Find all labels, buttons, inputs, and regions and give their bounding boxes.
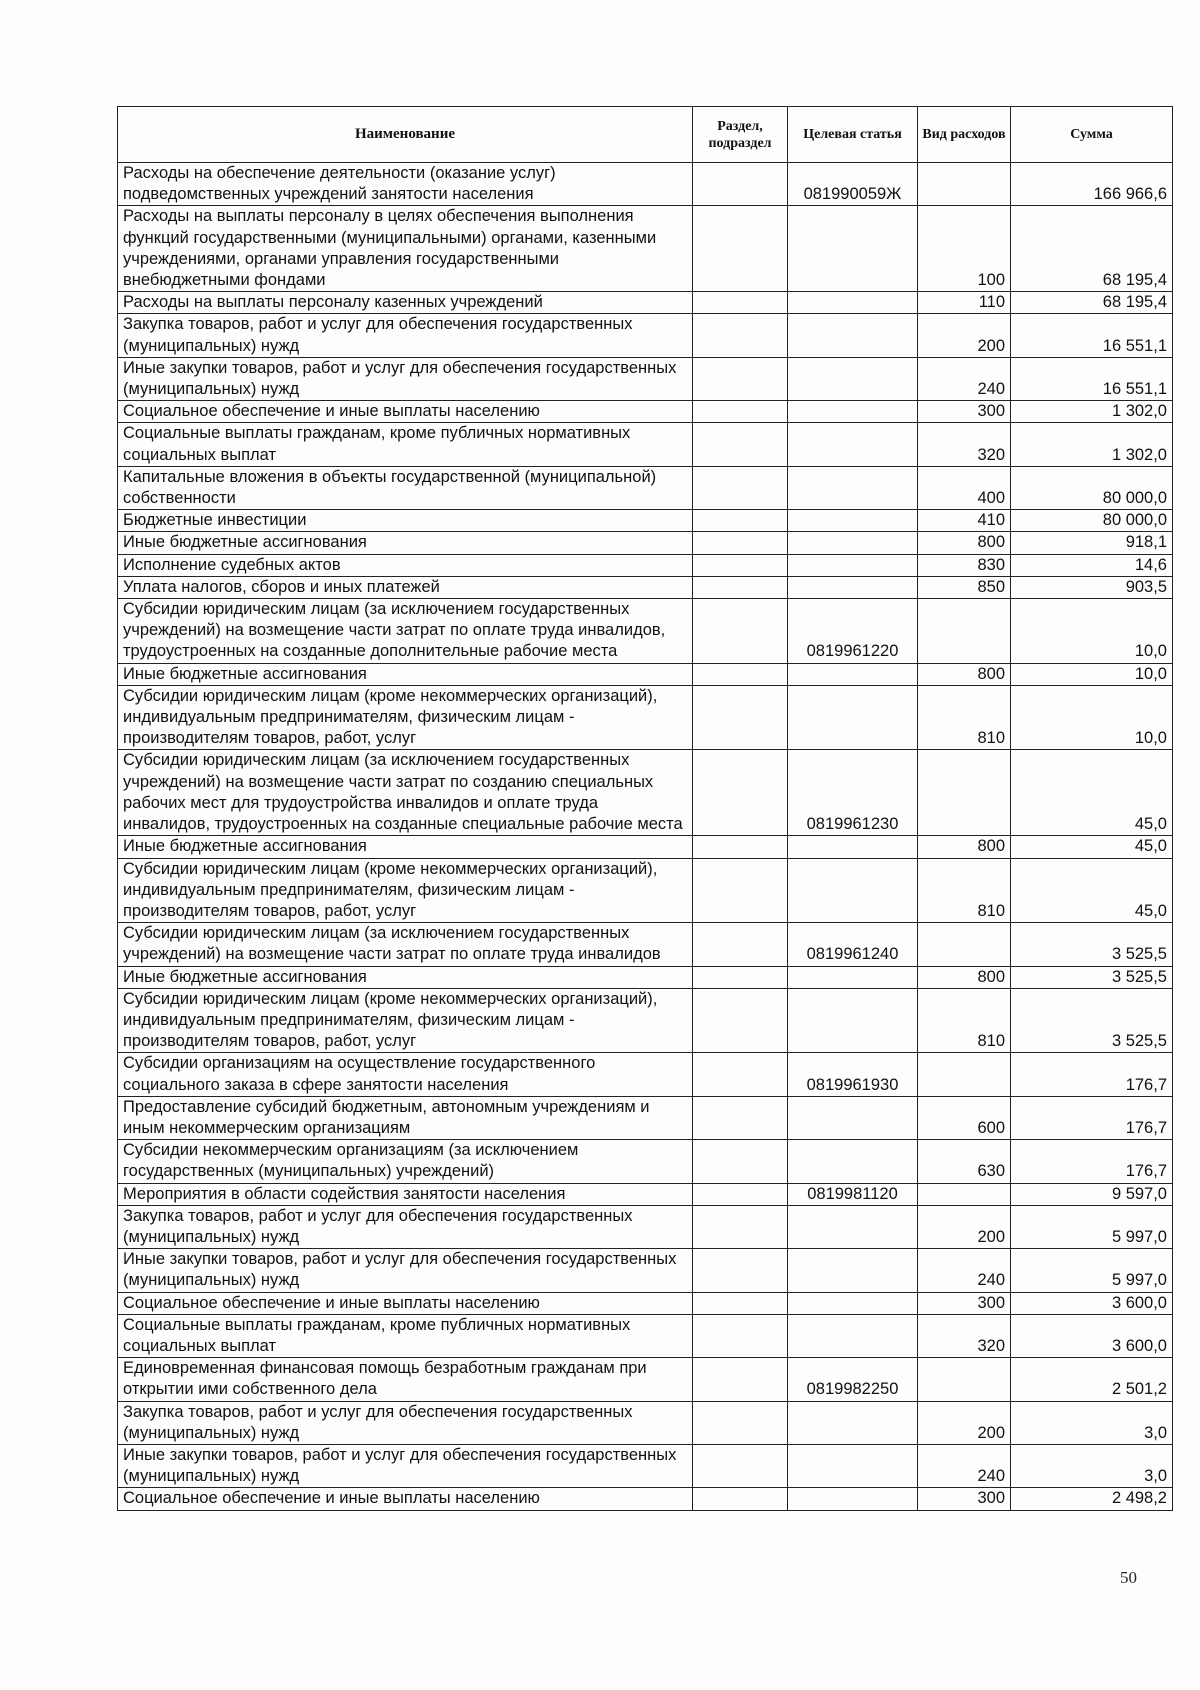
row-sum: 2 498,2 [1011,1488,1173,1510]
row-name: Субсидии некоммерческим организациям (за исключением государственных (муниципальных) учреждений) [118,1140,693,1183]
row-expense-type [918,163,1011,206]
table-row [118,599,1173,664]
row-name: Субсидии юридическим лицам (кроме некоммерческих организаций), индивидуальным предпринимателям, физическим лицам - производителям товаров, работ, услуг [118,685,693,750]
table-row [118,292,1173,314]
row-name: Субсидии организациям на осуществление государственного социального заказа в сфере занятости населения [118,1053,693,1096]
row-sum: 10,0 [1011,685,1173,750]
row-expense-type: 320 [918,1314,1011,1357]
row-target-code: 0819982250 [788,1358,918,1401]
row-sum: 176,7 [1011,1053,1173,1096]
row-sum: 1 302,0 [1011,423,1173,466]
row-expense-type: 850 [918,576,1011,598]
row-section [693,466,788,509]
row-sum: 903,5 [1011,576,1173,598]
row-section [693,423,788,466]
row-expense-type [918,923,1011,966]
row-expense-type: 410 [918,510,1011,532]
row-sum: 16 551,1 [1011,357,1173,400]
row-sum: 10,0 [1011,663,1173,685]
row-section [693,357,788,400]
row-target-code [788,466,918,509]
row-name: Уплата налогов, сборов и иных платежей [118,576,693,598]
table-row [118,1140,1173,1183]
row-name: Социальные выплаты гражданам, кроме публичных нормативных социальных выплат [118,423,693,466]
row-sum: 3 525,5 [1011,988,1173,1053]
row-target-code [788,1314,918,1357]
table-row [118,357,1173,400]
row-sum: 3 600,0 [1011,1292,1173,1314]
header-sum: Сумма [1011,107,1173,163]
header-name: Наименование [118,107,693,163]
row-sum: 80 000,0 [1011,466,1173,509]
row-section [693,1053,788,1096]
table-row [118,966,1173,988]
row-section [693,292,788,314]
row-section [693,554,788,576]
row-expense-type [918,1358,1011,1401]
row-name: Иные бюджетные ассигнования [118,836,693,858]
row-sum: 14,6 [1011,554,1173,576]
row-target-code: 081990059Ж [788,163,918,206]
row-target-code [788,292,918,314]
row-expense-type: 800 [918,836,1011,858]
row-target-code [788,576,918,598]
row-name: Иные бюджетные ассигнования [118,966,693,988]
row-section [693,1401,788,1444]
table-row [118,988,1173,1053]
row-section [693,576,788,598]
table-row [118,923,1173,966]
table-row [118,1205,1173,1248]
table-row [118,423,1173,466]
row-section [693,599,788,664]
row-name: Субсидии юридическим лицам (за исключением государственных учреждений) на возмещение части затрат по оплате труда инвалидов [118,923,693,966]
row-expense-type [918,1183,1011,1205]
row-expense-type: 800 [918,532,1011,554]
row-target-code [788,314,918,357]
row-name: Субсидии юридическим лицам (кроме некоммерческих организаций), индивидуальным предпринимателям, физическим лицам - производителям товаров, работ, услуг [118,988,693,1053]
row-target-code [788,836,918,858]
page-number: 50 [1120,1568,1137,1587]
header-type: Вид расходов [918,107,1011,163]
row-target-code: 0819961240 [788,923,918,966]
row-sum: 68 195,4 [1011,292,1173,314]
row-name: Единовременная финансовая помощь безработным гражданам при открытии ими собственного дела [118,1358,693,1401]
table-row [118,685,1173,750]
row-expense-type: 810 [918,988,1011,1053]
row-expense-type: 320 [918,423,1011,466]
row-expense-type [918,599,1011,664]
table-row [118,1053,1173,1096]
row-section [693,663,788,685]
row-sum: 45,0 [1011,836,1173,858]
row-target-code [788,357,918,400]
row-name: Закупка товаров, работ и услуг для обеспечения государственных (муниципальных) нужд [118,1401,693,1444]
row-section [693,163,788,206]
row-target-code [788,858,918,923]
table-body [118,163,1173,1511]
row-target-code [788,1488,918,1510]
table-row [118,750,1173,836]
row-name: Иные закупки товаров, работ и услуг для обеспечения государственных (муниципальных) нужд [118,357,693,400]
row-sum: 166 966,6 [1011,163,1173,206]
row-section [693,206,788,292]
row-section [693,1096,788,1139]
row-expense-type: 300 [918,1488,1011,1510]
row-target-code [788,423,918,466]
row-sum: 176,7 [1011,1096,1173,1139]
row-section [693,1205,788,1248]
table-row [118,1183,1173,1205]
row-expense-type: 810 [918,685,1011,750]
row-target-code: 0819961230 [788,750,918,836]
row-section [693,401,788,423]
row-section [693,1444,788,1487]
row-target-code [788,685,918,750]
row-sum: 2 501,2 [1011,1358,1173,1401]
row-section [693,988,788,1053]
row-sum: 80 000,0 [1011,510,1173,532]
row-target-code [788,1401,918,1444]
row-target-code [788,554,918,576]
row-name: Иные закупки товаров, работ и услуг для обеспечения государственных (муниципальных) нужд [118,1444,693,1487]
table-row [118,1401,1173,1444]
row-section [693,1488,788,1510]
table-row [118,1358,1173,1401]
row-sum: 68 195,4 [1011,206,1173,292]
table-row [118,554,1173,576]
row-section [693,1314,788,1357]
row-expense-type: 600 [918,1096,1011,1139]
table-row [118,1249,1173,1292]
header-section: Раздел, подраздел [693,107,788,163]
table-row [118,510,1173,532]
row-target-code: 0819961930 [788,1053,918,1096]
row-target-code: 0819961220 [788,599,918,664]
row-sum: 3 525,5 [1011,966,1173,988]
row-target-code [788,966,918,988]
row-expense-type: 300 [918,1292,1011,1314]
row-expense-type [918,750,1011,836]
row-sum: 45,0 [1011,750,1173,836]
row-sum: 45,0 [1011,858,1173,923]
row-name: Мероприятия в области содействия занятости населения [118,1183,693,1205]
row-name: Социальное обеспечение и иные выплаты населению [118,1488,693,1510]
row-name: Иные бюджетные ассигнования [118,663,693,685]
row-target-code [788,1292,918,1314]
row-expense-type: 400 [918,466,1011,509]
row-target-code [788,401,918,423]
row-name: Расходы на выплаты персоналу в целях обеспечения выполнения функций государственными (муниципальными) органами, казенными учреждениями, органами управления государственными внебюджетными фондами [118,206,693,292]
row-section [693,532,788,554]
table-row [118,1488,1173,1510]
row-expense-type: 200 [918,314,1011,357]
table-row [118,1314,1173,1357]
table-row [118,163,1173,206]
row-name: Расходы на обеспечение деятельности (оказание услуг) подведомственных учреждений занятости населения [118,163,693,206]
row-sum: 3 600,0 [1011,1314,1173,1357]
row-name: Закупка товаров, работ и услуг для обеспечения государственных (муниципальных) нужд [118,314,693,357]
table-row [118,576,1173,598]
table-row [118,401,1173,423]
row-name: Социальные выплаты гражданам, кроме публичных нормативных социальных выплат [118,1314,693,1357]
row-sum: 16 551,1 [1011,314,1173,357]
row-name: Иные бюджетные ассигнования [118,532,693,554]
table-row [118,532,1173,554]
row-name: Социальное обеспечение и иные выплаты населению [118,1292,693,1314]
row-expense-type: 100 [918,206,1011,292]
row-expense-type: 800 [918,966,1011,988]
row-name: Субсидии юридическим лицам (за исключением государственных учреждений) на возмещение части затрат по оплате труда инвалидов, трудоустроенных на созданные дополнительные рабочие места [118,599,693,664]
row-sum: 10,0 [1011,599,1173,664]
table-row [118,836,1173,858]
row-expense-type: 830 [918,554,1011,576]
row-target-code [788,532,918,554]
row-name: Социальное обеспечение и иные выплаты населению [118,401,693,423]
row-name: Бюджетные инвестиции [118,510,693,532]
row-sum: 3,0 [1011,1401,1173,1444]
row-expense-type: 240 [918,1249,1011,1292]
row-expense-type: 200 [918,1401,1011,1444]
row-section [693,1358,788,1401]
row-target-code [788,988,918,1053]
row-expense-type: 240 [918,357,1011,400]
table-row [118,206,1173,292]
row-expense-type: 200 [918,1205,1011,1248]
table-row [118,1096,1173,1139]
row-expense-type: 630 [918,1140,1011,1183]
row-name: Капитальные вложения в объекты государственной (муниципальной) собственности [118,466,693,509]
row-target-code [788,510,918,532]
row-sum: 176,7 [1011,1140,1173,1183]
row-sum: 5 997,0 [1011,1205,1173,1248]
row-target-code [788,206,918,292]
row-expense-type: 240 [918,1444,1011,1487]
table-row [118,314,1173,357]
row-sum: 3 525,5 [1011,923,1173,966]
table-header-row [118,107,1173,163]
table-row [118,663,1173,685]
table-row [118,1444,1173,1487]
row-target-code [788,1249,918,1292]
row-target-code [788,1140,918,1183]
row-name: Закупка товаров, работ и услуг для обеспечения государственных (муниципальных) нужд [118,1205,693,1248]
row-expense-type: 110 [918,292,1011,314]
table-row [118,1292,1173,1314]
row-section [693,750,788,836]
budget-table [117,106,1173,1511]
row-section [693,1292,788,1314]
table-row [118,466,1173,509]
row-section [693,966,788,988]
row-name: Субсидии юридическим лицам (за исключением государственных учреждений) на возмещение части затрат по созданию специальных рабочих мест для трудоустройства инвалидов и оплате труда инвалидов, трудоустроенных на созданные специальные рабочие места [118,750,693,836]
row-sum: 9 597,0 [1011,1183,1173,1205]
row-expense-type: 800 [918,663,1011,685]
header-target: Целевая статья [788,107,918,163]
row-expense-type [918,1053,1011,1096]
row-section [693,685,788,750]
row-target-code [788,1205,918,1248]
row-target-code [788,663,918,685]
row-name: Исполнение судебных актов [118,554,693,576]
row-name: Иные закупки товаров, работ и услуг для обеспечения государственных (муниципальных) нужд [118,1249,693,1292]
row-section [693,836,788,858]
row-section [693,1249,788,1292]
row-name: Расходы на выплаты персоналу казенных учреждений [118,292,693,314]
row-section [693,510,788,532]
row-sum: 5 997,0 [1011,1249,1173,1292]
row-section [693,1183,788,1205]
row-section [693,923,788,966]
row-name: Предоставление субсидий бюджетным, автономным учреждениям и иным некоммерческим организациям [118,1096,693,1139]
row-target-code [788,1096,918,1139]
row-target-code: 0819981120 [788,1183,918,1205]
row-sum: 3,0 [1011,1444,1173,1487]
row-section [693,1140,788,1183]
row-sum: 918,1 [1011,532,1173,554]
row-section [693,314,788,357]
row-expense-type: 810 [918,858,1011,923]
row-sum: 1 302,0 [1011,401,1173,423]
row-target-code [788,1444,918,1487]
row-expense-type: 300 [918,401,1011,423]
table-row [118,858,1173,923]
row-name: Субсидии юридическим лицам (кроме некоммерческих организаций), индивидуальным предпринимателям, физическим лицам - производителям товаров, работ, услуг [118,858,693,923]
row-section [693,858,788,923]
